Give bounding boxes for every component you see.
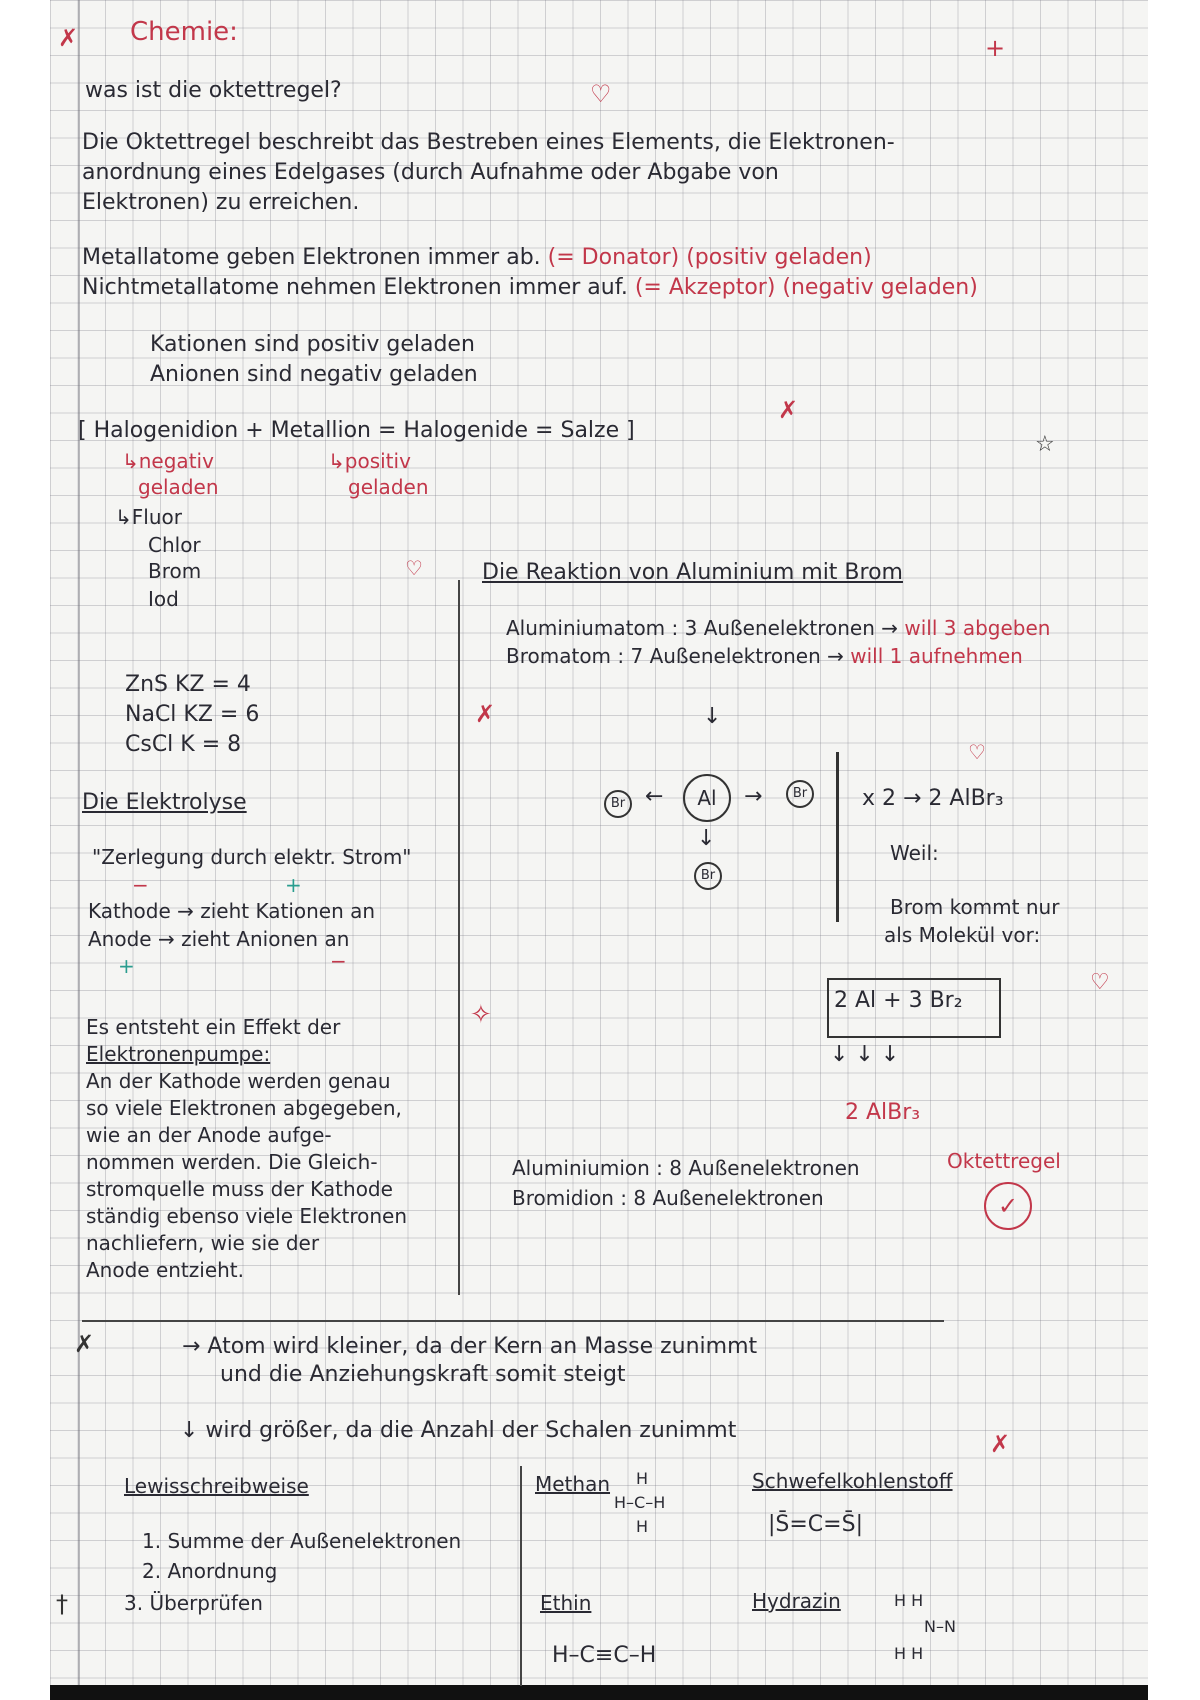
minus-sign: − xyxy=(132,873,149,897)
box-equation: 2 Al + 3 Br₂ xyxy=(834,988,963,1013)
methan-label: Methan xyxy=(535,1472,611,1496)
anode: Anode → zieht Anionen an xyxy=(88,927,350,951)
margin-line xyxy=(78,0,80,1685)
cs2-formula: |S̄=C=S̄| xyxy=(768,1512,863,1537)
neg-note-2: geladen xyxy=(138,475,219,499)
effect-line-3: An der Kathode werden genau xyxy=(86,1069,391,1093)
heart-icon-2: ♡ xyxy=(405,556,423,580)
trend-line-3: ↓ wird größer, da die Anzahl der Schalen zunimmt xyxy=(180,1418,737,1443)
elektrolyse-subtitle: "Zerlegung durch elektr. Strom" xyxy=(92,845,412,869)
effect-line-2: Elektronenpumpe: xyxy=(86,1042,271,1066)
kz-nacl: NaCl KZ = 6 xyxy=(125,702,260,727)
effect-line-7: stromquelle muss der Kathode xyxy=(86,1177,393,1201)
section-divider xyxy=(82,1320,944,1322)
methan-formula: H–C–H xyxy=(614,1493,666,1512)
heart-icon-3: ♡ xyxy=(968,740,986,764)
hydrazin-h-bottom: H H xyxy=(894,1644,924,1663)
pos-note-2: geladen xyxy=(348,475,429,499)
page-title: Chemie: xyxy=(130,17,238,47)
cations: Kationen sind positiv geladen xyxy=(150,332,475,357)
effect-line-5: wie an der Anode aufge- xyxy=(86,1123,332,1147)
trend-line-1: → Atom wird kleiner, da der Kern an Masse zunimmt xyxy=(182,1334,758,1359)
plus-doodle-icon: + xyxy=(985,34,1006,62)
cs2-label: Schwefelkohlenstoff xyxy=(752,1469,953,1493)
definition-line-2: anordnung eines Edelgases (durch Aufnahme oder Abgabe von xyxy=(82,160,779,185)
brom-line-2: als Molekül vor: xyxy=(884,923,1041,947)
weil: Weil: xyxy=(890,841,939,865)
br-ion: Bromidion : 8 Außenelektronen xyxy=(512,1186,824,1210)
cross-icon-2: ✗ xyxy=(778,396,799,424)
check-icon: ✓ xyxy=(984,1182,1032,1230)
minus-sign-2: − xyxy=(330,949,347,973)
trend-line-2: und die Anziehungskraft somit steigt xyxy=(220,1362,626,1387)
arrow-left: ← xyxy=(645,784,664,809)
halogen-brom: Brom xyxy=(148,559,202,583)
lewis-step-1: 1. Summe der Außenelektronen xyxy=(142,1529,462,1553)
salt-formula: [ Halogenidion + Metallion = Halogenide = Salze ] xyxy=(78,418,635,443)
cross-icon-3: ✗ xyxy=(475,700,496,728)
halogen-chlor: Chlor xyxy=(148,533,201,557)
methan-h-bottom: H xyxy=(636,1517,649,1536)
elektrolyse-heading: Die Elektrolyse xyxy=(82,790,247,815)
plus-doodle-icon-2: † xyxy=(56,1590,68,1618)
hydrazin-h-top: H H xyxy=(894,1591,924,1610)
neg-note-1: ↳negativ xyxy=(122,449,214,473)
lewis-step-3: 3. Überprüfen xyxy=(124,1591,263,1615)
kz-cscl: CsCl K = 8 xyxy=(125,732,242,757)
definition-line-1: Die Oktettregel beschreibt das Bestreben eines Elements, die Elektronen- xyxy=(82,130,895,155)
lewis-step-2: 2. Anordnung xyxy=(142,1559,278,1583)
halogen-iod: Iod xyxy=(148,587,179,611)
sparkle-doodle-icon: ✧ xyxy=(470,1000,492,1030)
question: was ist die oktettregel? xyxy=(85,78,342,103)
al-ion: Aluminiumion : 8 Außenelektronen xyxy=(512,1156,860,1180)
reaction-heading: Die Reaktion von Aluminium mit Brom xyxy=(482,560,903,585)
ethin-label: Ethin xyxy=(540,1591,592,1615)
nonmetal-acceptor: Nichtmetallatome nehmen Elektronen immer auf. (= Akzeptor) (negativ geladen) xyxy=(82,275,978,300)
kathode: Kathode → zieht Kationen an xyxy=(88,899,376,923)
ethin-formula: H–C≡C–H xyxy=(552,1643,657,1668)
kz-zns: ZnS KZ = 4 xyxy=(125,672,251,697)
heart-check-icon: ♡ xyxy=(1090,970,1110,995)
arrow-down: ↓ xyxy=(703,704,722,729)
br-circle-bottom: Br xyxy=(694,862,722,890)
cross-icon-4: ✗ xyxy=(74,1330,95,1358)
effect-line-9: nachliefern, wie sie der xyxy=(86,1231,320,1255)
effect-line-1: Es entsteht ein Effekt der xyxy=(86,1015,341,1039)
metal-donor: Metallatome geben Elektronen immer ab. (= Donator) (positiv geladen) xyxy=(82,245,872,270)
hydrazin-formula: N–N xyxy=(924,1617,956,1636)
effect-line-4: so viele Elektronen abgegeben, xyxy=(86,1096,402,1120)
br-circle-right: Br xyxy=(786,780,814,808)
three-arrows: ↓ ↓ ↓ xyxy=(830,1042,900,1067)
al-circle: Al xyxy=(683,774,731,822)
anions: Anionen sind negativ geladen xyxy=(150,362,478,387)
oktett-label: Oktettregel xyxy=(947,1149,1061,1173)
br-atom: Bromatom : 7 Außenelektronen → will 1 aufnehmen xyxy=(506,644,1023,668)
product: 2 AlBr₃ xyxy=(845,1100,921,1125)
methan-h-top: H xyxy=(636,1469,649,1488)
plus-sign-2: + xyxy=(118,954,135,978)
br-circle-left: Br xyxy=(604,790,632,818)
definition-line-3: Elektronen) zu erreichen. xyxy=(82,190,360,215)
cross-icon-5: ✗ xyxy=(990,1430,1011,1458)
effect-line-8: ständig ebenso viele Elektronen xyxy=(86,1204,408,1228)
arrow-down-2: ↓ xyxy=(697,826,716,851)
lewis-divider xyxy=(520,1466,522,1686)
lewis-heading: Lewisschreibweise xyxy=(124,1474,309,1498)
pos-note-1: ↳positiv xyxy=(328,449,411,473)
hydrazin-label: Hydrazin xyxy=(752,1589,841,1613)
cross-icon: ✗ xyxy=(58,24,79,52)
halogen-fluor: ↳Fluor xyxy=(115,505,182,529)
arrow-right: → xyxy=(744,784,763,809)
star-icon: ☆ xyxy=(1035,432,1055,457)
times-two: x 2 → 2 AlBr₃ xyxy=(862,786,1004,811)
bottom-edge xyxy=(50,1685,1148,1700)
heart-icon: ♡ xyxy=(590,80,612,108)
al-atom: Aluminiumatom : 3 Außenelektronen → will 3 abgeben xyxy=(506,616,1051,640)
column-divider xyxy=(458,580,460,1295)
effect-line-6: nommen werden. Die Gleich- xyxy=(86,1150,378,1174)
plus-sign: + xyxy=(285,873,302,897)
brom-line-1: Brom kommt nur xyxy=(890,895,1060,919)
effect-line-10: Anode entzieht. xyxy=(86,1258,245,1282)
bracket xyxy=(836,752,839,922)
